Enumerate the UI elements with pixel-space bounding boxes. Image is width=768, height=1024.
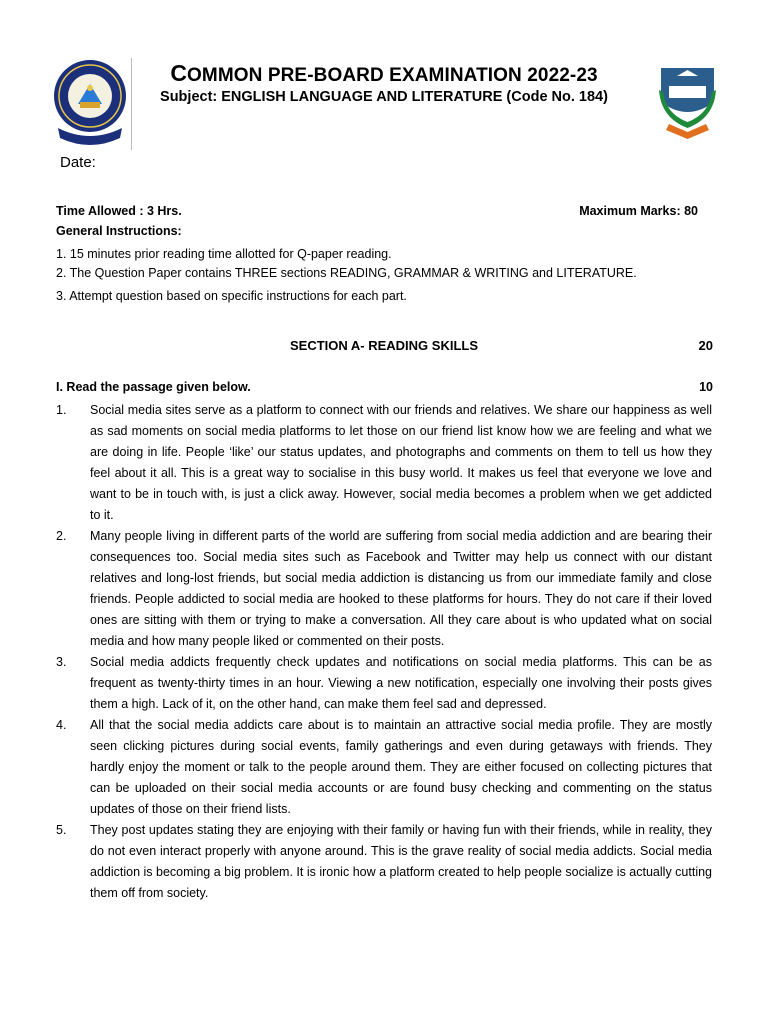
paragraph-text: Many people living in different parts of the world are suffering from social media addiction and are bearing their consequences too. Social media sites such as Facebook and Twitter may help us connect with our distant relatives and long-lost friends, but social media addiction is distancing us from our immediate family and close friends. People addicted to social media are hooked to these platforms for hours. They do not care if their loved ones are sitting with them or trying to make a conversation. All they care about is who updated what on social media and how many people liked or commented on their posts.: [90, 529, 712, 648]
passage-paragraph: [56, 526, 712, 652]
exam-subject: Subject: ENGLISH LANGUAGE AND LITERATURE (Code No. 184): [160, 89, 608, 105]
paragraph-text: They post updates stating they are enjoying with their family or having fun with their friends, while in reality, they do not even interact properly with anyone around. This is the grave reality of social media addicts. Social media addiction is becoming a big problem. It is ironic how a platform created to help people socialize is actually cutting them off from society.: [90, 823, 712, 900]
board-logo: [655, 60, 720, 140]
paragraph-number: 2.: [56, 529, 67, 543]
exam-title: COMMON PRE-BOARD EXAMINATION 2022-23: [170, 60, 598, 86]
question-marks: 10: [699, 380, 713, 394]
passage-paragraph: [56, 652, 712, 715]
instruction-item: 2. The Question Paper contains THREE sections READING, GRAMMAR & WRITING and LITERATURE.: [56, 266, 637, 280]
time-allowed: Time Allowed : 3 Hrs.: [56, 204, 182, 218]
passage-paragraph: [56, 400, 712, 526]
date-label: Date:: [60, 154, 96, 171]
paragraph-number: 5.: [56, 823, 67, 837]
paragraph-number: 1.: [56, 403, 67, 417]
paragraph-text: Social media sites serve as a platform to connect with our friends and relatives. We share our happiness as well as sad moments on social media platforms to let those on our friend list know how we are feeling and what we are doing in life. People ‘like’ our status updates, and photographs and comments on them to tell us how they feel about it all. This is a great way to socialise in this busy world. It makes us feel that everyone we love and want to be in touch with, is just a click away. However, social media becomes a problem when we get addicted to it.: [90, 403, 712, 522]
section-marks: 20: [698, 338, 713, 353]
instruction-item: 3. Attempt question based on specific instructions for each part.: [56, 289, 407, 303]
section-title: SECTION A- READING SKILLS: [289, 338, 479, 353]
paragraph-number: 4.: [56, 718, 67, 732]
paragraph-text: All that the social media addicts care about is to maintain an attractive social media profile. They are mostly seen clicking pictures during social events, family gatherings and even during getaways with friends. They hardly enjoy the moment or talk to the people around them. They are either focused on collecting pictures that can be uploaded on their social media accounts or are found busy checking and commenting on the status updates of those on their friend lists.: [90, 718, 712, 816]
instruction-item: 1. 15 minutes prior reading time allotted for Q-paper reading.: [56, 247, 392, 261]
paragraph-number: 3.: [56, 655, 67, 669]
question-label: I. Read the passage given below.: [56, 380, 251, 394]
paragraph-text: Social media addicts frequently check updates and notifications on social media platforms. This can be as frequent as twenty-thirty times in an hour. Viewing a new notification, especially one involving their posts gives them a high. Lack of it, on the other hand, can make them feel sad and depressed.: [90, 655, 712, 711]
general-instructions-heading: General Instructions:: [56, 224, 182, 238]
reading-passage: [56, 400, 712, 904]
passage-paragraph: [56, 820, 712, 904]
passage-paragraph: [56, 715, 712, 820]
maximum-marks: Maximum Marks: 80: [579, 204, 698, 218]
